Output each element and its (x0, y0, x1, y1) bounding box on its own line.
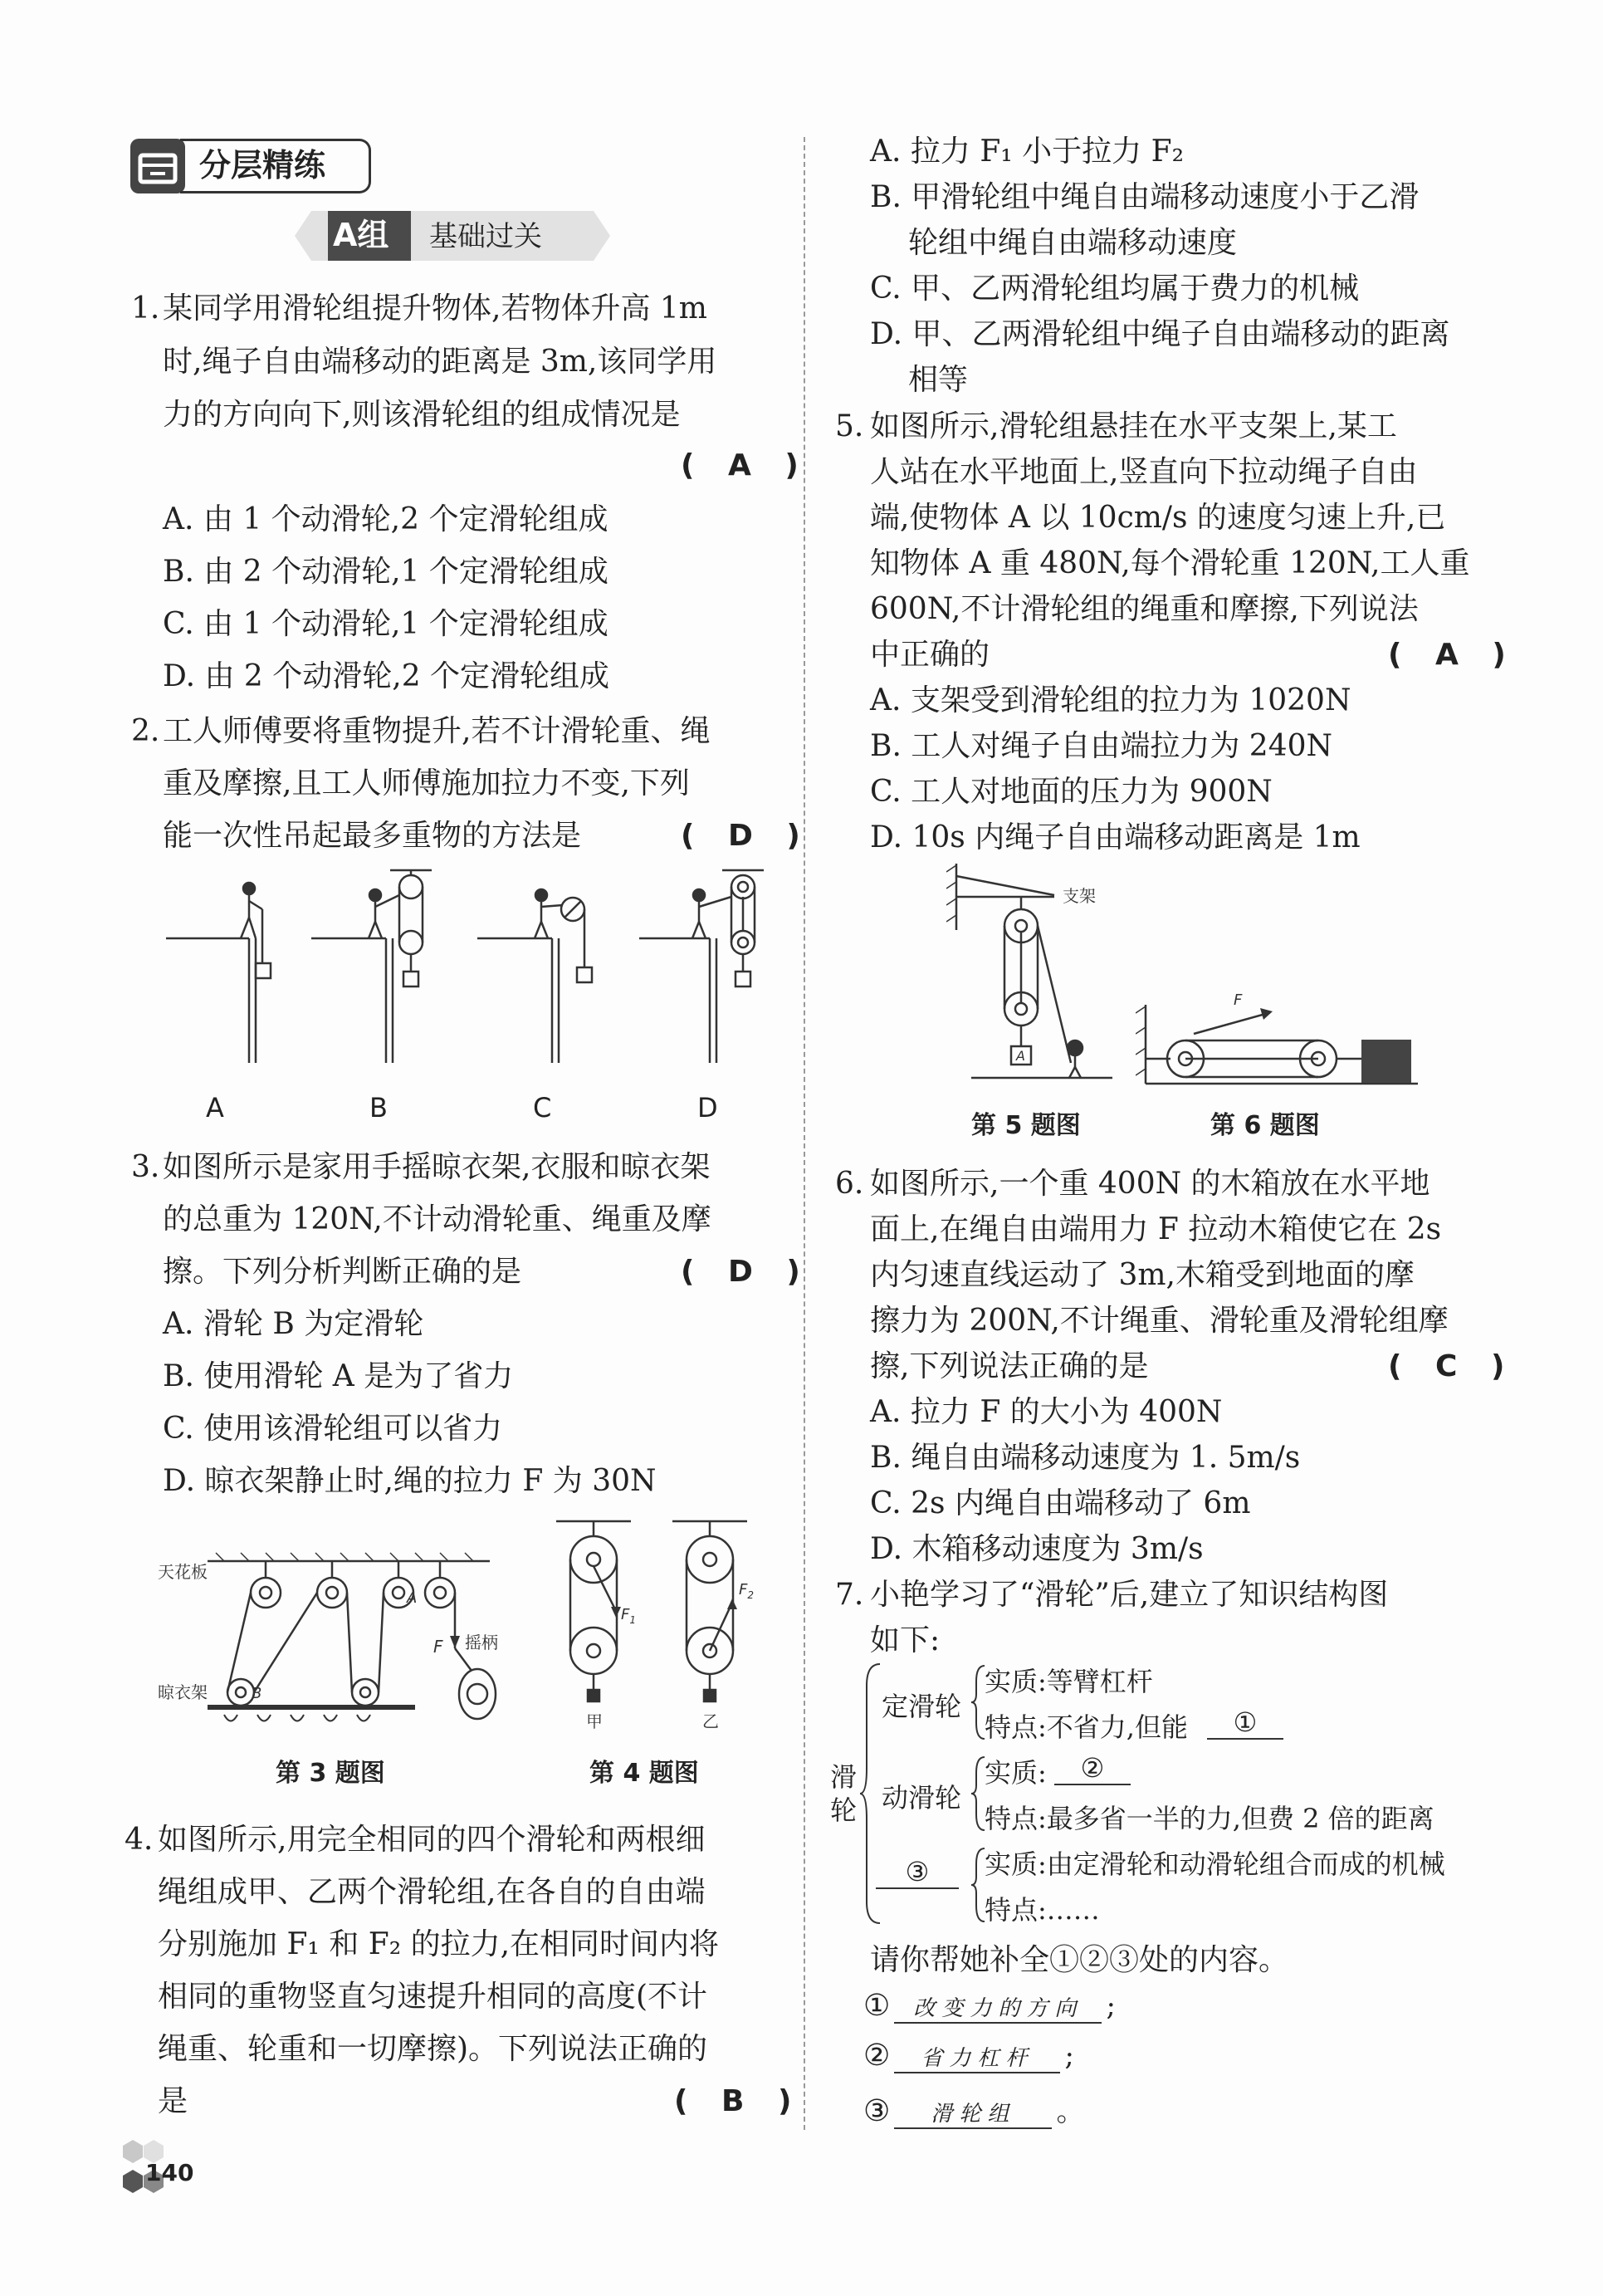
q2-figure (158, 864, 789, 1138)
q2-label-d: D (697, 1092, 718, 1124)
q1-line-3: 力的方向向下,则该滑轮组的组成情况是 (163, 398, 681, 432)
q6-line-4: 擦力为 200N,不计绳重、滑轮重及滑轮组摩 (870, 1304, 1449, 1338)
q3-fig-f: F (433, 1637, 443, 1657)
q1-answer: ( A ) (681, 448, 810, 482)
svg-text:F2 (739, 1581, 754, 1601)
q1-option-d: D. 由 2 个动滑轮,2 个定滑轮组成 (163, 659, 610, 693)
q4-answer: ( B ) (674, 2084, 804, 2118)
q6-line-1: 如图所示,一个重 400N 的木箱放在水平地 (870, 1167, 1430, 1201)
q3-number: 3. (131, 1150, 160, 1184)
section-header (129, 137, 378, 195)
tree-blank-3: ③ (876, 1856, 959, 1889)
q5-line-2: 人站在水平地面上,竖直向下拉动绳子自由 (870, 455, 1418, 489)
tree-fixed: 定滑轮 (882, 1691, 962, 1722)
q4-option-b-cont: 轮组中绳自由端移动速度 (908, 226, 1238, 260)
q5-caption: 第 5 题图 (971, 1111, 1081, 1140)
q2-number: 2. (131, 714, 160, 748)
q3-option-d: D. 晾衣架静止时,绳的拉力 F 为 30N (163, 1464, 657, 1498)
q7-answer-3-text: 滑轮组 (894, 2097, 1052, 2129)
q4-fig-jia: 甲 (586, 1711, 603, 1731)
q5-line-4: 知物体 A 重 480N,每个滑轮重 120N,工人重 (870, 546, 1470, 580)
q7-answer-1-end: ; (1106, 1990, 1116, 2023)
q5-figure (946, 864, 1129, 1096)
q7-prompt: 请你帮她补全①②③处的内容。 (870, 1943, 1289, 1977)
tree-movable-feature: 特点:最多省一半的力,但费 2 倍的距离 (985, 1803, 1434, 1834)
q5-line-1: 如图所示,滑轮组悬挂在水平支架上,某工 (870, 409, 1397, 443)
q2-fig-d (639, 870, 764, 1063)
q1-option-a: A. 由 1 个动滑轮,2 个定滑轮组成 (163, 502, 608, 536)
tree-combo-feature: 特点:…… (985, 1894, 1100, 1926)
q7-answer-3 (863, 2088, 1084, 2132)
q5-option-c: C. 工人对地面的压力为 900N (870, 775, 1273, 809)
q1-line-2: 时,绳子自由端移动的距离是 3m,该同学用 (163, 345, 717, 379)
q4-option-a: A. 拉力 F₁ 小于拉力 F₂ (870, 135, 1185, 169)
q2-line-2: 重及摩擦,且工人师傅施加拉力不变,下列 (163, 766, 690, 800)
q7-answer-3-mark: ③ (863, 2094, 891, 2128)
group-banner (295, 208, 610, 264)
q4-line-6: 是 (158, 2084, 188, 2118)
tree-root-2: 轮 (830, 1794, 858, 1826)
q3-answer: ( D ) (681, 1255, 812, 1289)
q4-line-5: 绳重、轮重和一切摩擦)。下列说法正确的 (158, 2032, 708, 2066)
q7-answer-2-text: 省力杠杆 (894, 2041, 1060, 2073)
tree-blank-1: ① (1207, 1706, 1283, 1740)
tree-movable-essence: 实质: (985, 1757, 1047, 1789)
q7-number: 7. (835, 1578, 864, 1612)
q5-line-6: 中正确的 (870, 638, 990, 672)
q7-answer-1-mark: ① (863, 1989, 891, 2023)
tree-blank-2: ② (1054, 1752, 1131, 1785)
book-icon (129, 137, 187, 195)
q4-option-b: B. 甲滑轮组中绳自由端移动速度小于乙滑 (870, 180, 1420, 214)
q7-answer-1 (863, 1989, 1116, 2032)
q3-fig-a: A (407, 1589, 418, 1607)
q5-fig-a: A (1016, 1048, 1025, 1064)
q3-fig-ceiling: 天花板 (158, 1562, 208, 1582)
q4-fig-f2-sub: 2 (747, 1589, 754, 1601)
q5-line-3: 端,使物体 A 以 10cm/s 的速度匀速上升,已 (870, 501, 1446, 535)
q3-option-c: C. 使用该滑轮组可以省力 (163, 1412, 503, 1446)
q2-fig-a (166, 883, 271, 1063)
q4-option-d: D. 甲、乙两滑轮组中绳子自由端移动的距离 (870, 317, 1450, 351)
q5-answer: ( A ) (1388, 638, 1517, 672)
q4-line-3: 分别施加 F₁ 和 F₂ 的拉力,在相同时间内将 (158, 1927, 720, 1961)
q3-line-3: 擦。下列分析判断正确的是 (163, 1255, 522, 1289)
q5-option-b: B. 工人对绳子自由端拉力为 240N (870, 729, 1332, 763)
q7-answer-1-text: 改变力的方向 (894, 1991, 1102, 2024)
page-number: 140 (145, 2159, 194, 2186)
q3-option-b: B. 使用滑轮 A 是为了省力 (163, 1359, 514, 1393)
tree-combo-essence: 实质:由定滑轮和动滑轮组合而成的机械 (985, 1848, 1445, 1880)
q6-line-3: 内匀速直线运动了 3m,木箱受到地面的摩 (870, 1258, 1415, 1292)
tree-movable: 动滑轮 (882, 1782, 962, 1814)
q1-line-1: 某同学用滑轮组提升物体,若物体升高 1m (163, 291, 707, 326)
q2-fig-c (477, 889, 592, 1063)
tree-root-1: 滑 (830, 1761, 858, 1793)
q1-number: 1. (131, 291, 160, 326)
q4-fig-f1-sub: 1 (629, 1614, 636, 1626)
q2-label-a: A (206, 1092, 224, 1124)
q6-line-2: 面上,在绳自由端用力 F 拉动木箱使它在 2s (870, 1212, 1442, 1246)
q6-caption: 第 6 题图 (1210, 1111, 1320, 1140)
column-divider (804, 137, 805, 2130)
q7-answer-2 (863, 2039, 1074, 2082)
q3-caption: 第 3 题图 (276, 1759, 385, 1788)
q6-option-b: B. 绳自由端移动速度为 1. 5m/s (870, 1441, 1301, 1475)
q5-option-a: A. 支架受到滑轮组的拉力为 1020N (870, 683, 1351, 717)
q4-option-d-cont: 相等 (908, 363, 969, 397)
q2-label-b: B (369, 1092, 388, 1124)
q6-option-c: C. 2s 内绳自由端移动了 6m (870, 1486, 1251, 1520)
q7-line-2: 如下: (870, 1623, 941, 1657)
q2-label-c: C (533, 1092, 552, 1124)
q4-fig-yi: 乙 (702, 1711, 719, 1731)
q6-figure (1136, 988, 1418, 1096)
q4-fig-f2: F (739, 1581, 748, 1598)
q6-answer: ( C ) (1388, 1349, 1517, 1383)
q2-line-1: 工人师傅要将重物提升,若不计滑轮重、绳 (163, 714, 711, 748)
q1-option-b: B. 由 2 个动滑轮,1 个定滑轮组成 (163, 555, 608, 589)
q5-number: 5. (835, 409, 864, 443)
q3-line-2: 的总重为 120N,不计动滑轮重、绳重及摩 (163, 1202, 711, 1236)
q3-option-a: A. 滑轮 B 为定滑轮 (163, 1307, 424, 1341)
q7-answer-2-mark: ② (863, 2039, 891, 2073)
q2-line-3: 能一次性吊起最多重物的方法是 (163, 819, 582, 853)
q4-number: 4. (125, 1823, 154, 1857)
group-subtitle: 基础过关 (429, 220, 542, 253)
q4-line-2: 绳组成甲、乙两个滑轮组,在各自的自由端 (158, 1875, 706, 1909)
q1-option-c: C. 由 1 个动滑轮,1 个定滑轮组成 (163, 607, 608, 641)
q2-answer: ( D ) (681, 819, 812, 853)
q6-option-d: D. 木箱移动速度为 3m/s (870, 1532, 1204, 1566)
q7-line-1: 小艳学习了“滑轮”后,建立了知识结构图 (870, 1578, 1389, 1612)
knowledge-tree (830, 1661, 1519, 1935)
section-title: 分层精练 (199, 147, 326, 184)
q3-fig-b: B (252, 1685, 262, 1702)
q4-line-4: 相同的重物竖直匀速提升相同的高度(不计 (158, 1980, 708, 2014)
q5-line-5: 600N,不计滑轮组的绳重和摩擦,下列说法 (870, 592, 1419, 626)
q5-fig-bracket: 支架 (1063, 886, 1096, 906)
q6-fig-f: F (1234, 991, 1243, 1009)
tree-fixed-essence: 实质:等臂杠杆 (985, 1666, 1153, 1697)
q5-option-d: D. 10s 内绳子自由端移动距离是 1m (870, 820, 1361, 854)
q4-line-1: 如图所示,用完全相同的四个滑轮和两根细 (158, 1823, 706, 1857)
q3-fig-handle: 摇柄 (465, 1633, 498, 1652)
q3-line-1: 如图所示是家用手摇晾衣架,衣服和晾衣架 (163, 1150, 711, 1184)
q7-answer-2-end: ; (1064, 2039, 1074, 2073)
q7-answer-3-end: 。 (1056, 2095, 1085, 2128)
q6-line-5: 擦,下列说法正确的是 (870, 1349, 1149, 1383)
q4-option-c: C. 甲、乙两滑轮组均属于费力的机械 (870, 272, 1360, 306)
group-name: A组 (333, 217, 389, 253)
tree-fixed-feature: 特点:不省力,但能 (985, 1711, 1188, 1743)
q4-caption: 第 4 题图 (589, 1759, 699, 1788)
q2-fig-b (311, 870, 432, 1063)
q4-fig-f1: F (621, 1606, 630, 1623)
q4-figure (540, 1511, 772, 1744)
svg-text:F1 (621, 1606, 636, 1626)
q3-fig-rack: 晾衣架 (158, 1682, 208, 1702)
q6-option-a: A. 拉力 F 的大小为 400N (870, 1395, 1223, 1429)
q3-figure (158, 1545, 515, 1735)
q6-number: 6. (835, 1167, 864, 1201)
